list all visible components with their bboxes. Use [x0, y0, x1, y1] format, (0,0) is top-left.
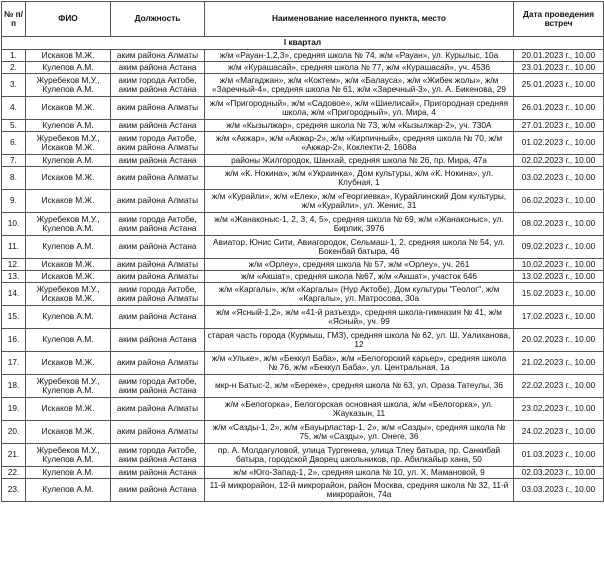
row-date: 20.01.2023 г., 10.00: [514, 50, 604, 62]
row-position: аким города Актобе, аким района Астана: [111, 74, 205, 97]
table-row: [2, 132, 604, 155]
row-number: 13.: [2, 271, 26, 283]
row-date: 27.01.2023 г., 10.00: [514, 120, 604, 132]
row-date: 26.01.2023 г., 10.00: [514, 97, 604, 120]
table-row: [2, 306, 604, 329]
header-row: [2, 2, 604, 37]
table-row: [2, 352, 604, 375]
row-date: 03.02.2023 г., 10.00: [514, 167, 604, 190]
row-date: 02.02.2023 г., 10.00: [514, 155, 604, 167]
row-fio: Кулепов А.М.: [26, 467, 111, 479]
table-row: [2, 213, 604, 236]
row-fio: Искаков М.Ж.: [26, 352, 111, 375]
row-place: ж/м «Юго-Запад-1, 2», средняя школа № 10, ул. Х. Мамановой, 9: [205, 467, 514, 479]
header-position: Должность: [111, 2, 205, 37]
row-date: 10.02.2023 г., 10.00: [514, 259, 604, 271]
row-date: 02.03.2023 г., 10.00: [514, 467, 604, 479]
row-position: аким района Алматы: [111, 259, 205, 271]
row-place: ж/м «Каргалы», ж/м «Каргалы» (Нур Актобе), Дом культуры "Геолог", ж/м «Каргалы», ул. Матросова, 30а: [205, 283, 514, 306]
table-row: [2, 375, 604, 398]
row-position: аким района Астана: [111, 236, 205, 259]
row-date: 21.02.2023 г., 10.00: [514, 352, 604, 375]
table-row: [2, 120, 604, 132]
row-date: 23.01.2023 г., 10.00: [514, 62, 604, 74]
row-date: 09.02.2023 г., 10.00: [514, 236, 604, 259]
table-row: [2, 479, 604, 502]
row-place: районы Жилгородок, Шанхай, средняя школа № 26, пр. Мира, 47а: [205, 155, 514, 167]
row-date: 13.02.2023 г., 10.00: [514, 271, 604, 283]
table-row: [2, 421, 604, 444]
header-date: Дата проведения встреч: [514, 2, 604, 37]
row-fio: Журебеков М.У., Искаков М.Ж.: [26, 283, 111, 306]
row-place: ж/м «Кызылжар», средняя школа № 73, ж/м «Кызылжар-2», уч. 730А: [205, 120, 514, 132]
row-number: 12.: [2, 259, 26, 271]
header-place: Наименование населенного пункта, место: [205, 2, 514, 37]
row-position: аким города Актобе, аким района Астана: [111, 444, 205, 467]
row-fio: Кулепов А.М.: [26, 329, 111, 352]
table-row: [2, 259, 604, 271]
quarter-label: I квартал: [2, 37, 604, 50]
row-fio: Кулепов А.М.: [26, 306, 111, 329]
row-position: аким района Алматы: [111, 97, 205, 120]
row-place: ж/м «Акжар», ж/м «Акжар-2», ж/м «Кирпичный», средняя школа № 70, ж/м «Акжар-2», Коклекти-2, 1608а: [205, 132, 514, 155]
row-number: 19.: [2, 398, 26, 421]
row-fio: Журебеков М.У., Кулепов А.М.: [26, 444, 111, 467]
row-date: 17.02.2023 г., 10.00: [514, 306, 604, 329]
row-number: 17.: [2, 352, 26, 375]
row-position: аким района Астана: [111, 62, 205, 74]
row-date: 24.02.2023 г., 10.00: [514, 421, 604, 444]
row-number: 20.: [2, 421, 26, 444]
row-place: ж/м «Магаджан», ж/м «Коктем», ж/м «Балауса», ж/м «Жибек жолы», ж/м «Заречный-4», средняя школа № 61, ж/м «Заречный-3», ул. А. Бикенова, 29: [205, 74, 514, 97]
row-position: аким города Актобе, аким района Астана: [111, 375, 205, 398]
table-row: [2, 50, 604, 62]
row-position: аким района Астана: [111, 120, 205, 132]
row-place: ж/м «Рауан-1,2,3», средняя школа № 74, ж/м «Рауан», ул. Курылыс, 10а: [205, 50, 514, 62]
row-position: аким района Алматы: [111, 398, 205, 421]
row-place: ж/м «Акшат», средняя школа №67, ж/м «Акшат», участок 646: [205, 271, 514, 283]
row-fio: Журебеков М.У., Кулепов А.М.: [26, 74, 111, 97]
quarter-row: [2, 37, 604, 50]
row-place: 11-й микрорайон, 12-й микрорайон, район Москва, средняя школа № 32, 11-й микрорайон, 74а: [205, 479, 514, 502]
row-date: 23.02.2023 г., 10.00: [514, 398, 604, 421]
row-fio: Искаков М.Ж.: [26, 421, 111, 444]
row-place: ж/м «К. Нокина», ж/м «Украинка», Дом культуры, ж/м «К. Нокина», ул. Клубная, 1: [205, 167, 514, 190]
table-row: [2, 167, 604, 190]
row-number: 1.: [2, 50, 26, 62]
header-num: № п/п: [2, 2, 26, 37]
row-position: аким района Астана: [111, 306, 205, 329]
row-number: 8.: [2, 167, 26, 190]
row-fio: Искаков М.Ж.: [26, 271, 111, 283]
row-position: аким района Астана: [111, 479, 205, 502]
row-fio: Искаков М.Ж.: [26, 190, 111, 213]
table-row: [2, 271, 604, 283]
table-row: [2, 329, 604, 352]
row-number: 9.: [2, 190, 26, 213]
row-place: ж/м «Улькe», ж/м «Беккул Баба», ж/м «Белогорский карьер», средняя школа № 76, ж/м «Беккул Баба», ул. Центральная, 1а: [205, 352, 514, 375]
row-place: ж/м «Белогорка», Белогорская основная школа, ж/м «Белогорка», ул. Жауказын, 11: [205, 398, 514, 421]
row-position: аким района Алматы: [111, 167, 205, 190]
row-position: аким района Алматы: [111, 352, 205, 375]
row-fio: Журебеков М.У., Кулепов А.М.: [26, 375, 111, 398]
row-fio: Кулепов А.М.: [26, 155, 111, 167]
table-row: [2, 236, 604, 259]
row-place: Авиатор, Юнис Сити, Авиагородок, Сельмаш-1, 2, средняя школа № 54, ул. Бокенбай батыра, 46: [205, 236, 514, 259]
table-row: [2, 155, 604, 167]
row-number: 22.: [2, 467, 26, 479]
row-place: пр. А. Молдагуловой, улица Тургенева, улица Тлеу батыра, пр. Санкибай батыра, городской Дворец школьников, пр. Абилкайыр хана, 50: [205, 444, 514, 467]
row-position: аким района Алматы: [111, 190, 205, 213]
row-fio: Искаков М.Ж.: [26, 50, 111, 62]
row-place: ж/м «Курайли», ж/м «Елек», ж/м «Георгиевка», Курайлинский Дом культуры, ж/м «Курайли», ул. Женис, 31: [205, 190, 514, 213]
row-date: 01.03.2023 г., 10.00: [514, 444, 604, 467]
row-position: аким города Актобе, аким района Астана: [111, 213, 205, 236]
table-row: [2, 62, 604, 74]
row-place: ж/м «Курашасай», средняя школа № 77, ж/м «Курашасай», уч. 4536: [205, 62, 514, 74]
row-position: аким района Алматы: [111, 421, 205, 444]
row-place: ж/м «Сазды-1, 2», ж/м «Бауырластар-1, 2», ж/м «Сазды», средняя школа № 75, ж/м «Сазды», ул. Онеге, 36: [205, 421, 514, 444]
row-date: 06.02.2023 г., 10.00: [514, 190, 604, 213]
row-position: аким района Астана: [111, 155, 205, 167]
row-fio: Кулепов А.М.: [26, 479, 111, 502]
row-date: 20.02.2023 г., 10.00: [514, 329, 604, 352]
row-place: ж/м «Ясный-1,2», ж/м «41-й разъезд», средняя школа-гимназия № 41, ж/м «Ясный», уч. 99: [205, 306, 514, 329]
row-fio: Журебеков М.У., Искаков М.Ж.: [26, 132, 111, 155]
row-number: 16.: [2, 329, 26, 352]
row-place: ж/м «Пригородный», ж/м «Садовое», ж/м «Шиелисай», Пригородная средняя школа, ж/м «Пригородный», ул. Мира, 4: [205, 97, 514, 120]
row-fio: Искаков М.Ж.: [26, 398, 111, 421]
row-number: 18.: [2, 375, 26, 398]
row-date: 01.02.2023 г., 10.00: [514, 132, 604, 155]
row-fio: Искаков М.Ж.: [26, 97, 111, 120]
row-date: 25.01.2023 г., 10.00: [514, 74, 604, 97]
table-row: [2, 444, 604, 467]
row-number: 23.: [2, 479, 26, 502]
row-date: 03.03.2023 г., 10.00: [514, 479, 604, 502]
row-place: мкр-н Батыс-2, ж/м «Береке», средняя школа № 63, ул. Оразa Татеулы, 36: [205, 375, 514, 398]
row-date: 15.02.2023 г., 10.00: [514, 283, 604, 306]
row-position: аким района Астана: [111, 467, 205, 479]
row-number: 3.: [2, 74, 26, 97]
row-place: ж/м «Орлеу», средняя школа № 57, ж/м «Орлеу», уч. 261: [205, 259, 514, 271]
table-row: [2, 467, 604, 479]
row-fio: Кулепов А.М.: [26, 120, 111, 132]
row-number: 14.: [2, 283, 26, 306]
row-number: 10.: [2, 213, 26, 236]
row-number: 2.: [2, 62, 26, 74]
table-row: [2, 283, 604, 306]
row-date: 22.02.2023 г., 10.00: [514, 375, 604, 398]
row-number: 7.: [2, 155, 26, 167]
row-position: аким города Актобе, аким района Алматы: [111, 283, 205, 306]
row-number: 4.: [2, 97, 26, 120]
row-fio: Искаков М.Ж.: [26, 259, 111, 271]
row-fio: Кулепов А.М.: [26, 236, 111, 259]
row-place: ж/м «Жанаконыс-1, 2, 3, 4, 5», средняя школа № 69, ж/м «Жанаконыс», ул. Бирлик, 3976: [205, 213, 514, 236]
row-number: 21.: [2, 444, 26, 467]
row-place: старая часть города (Курмыш, ГМЗ), средняя школа № 62, ул. Ш. Уалиханова, 12: [205, 329, 514, 352]
row-position: аким района Алматы: [111, 271, 205, 283]
table-row: [2, 74, 604, 97]
meetings-table: [1, 1, 604, 502]
header-fio: ФИО: [26, 2, 111, 37]
row-number: 5.: [2, 120, 26, 132]
row-fio: Искаков М.Ж.: [26, 167, 111, 190]
row-fio: Журебеков М.У., Кулепов А.М.: [26, 213, 111, 236]
row-position: аким района Астана: [111, 329, 205, 352]
row-number: 15.: [2, 306, 26, 329]
row-fio: Кулепов А.М.: [26, 62, 111, 74]
row-number: 6.: [2, 132, 26, 155]
table-row: [2, 398, 604, 421]
row-position: аким города Актобе, аким района Алматы: [111, 132, 205, 155]
row-number: 11.: [2, 236, 26, 259]
table-row: [2, 190, 604, 213]
row-position: аким района Алматы: [111, 50, 205, 62]
table-row: [2, 97, 604, 120]
row-date: 08.02.2023 г., 10.00: [514, 213, 604, 236]
